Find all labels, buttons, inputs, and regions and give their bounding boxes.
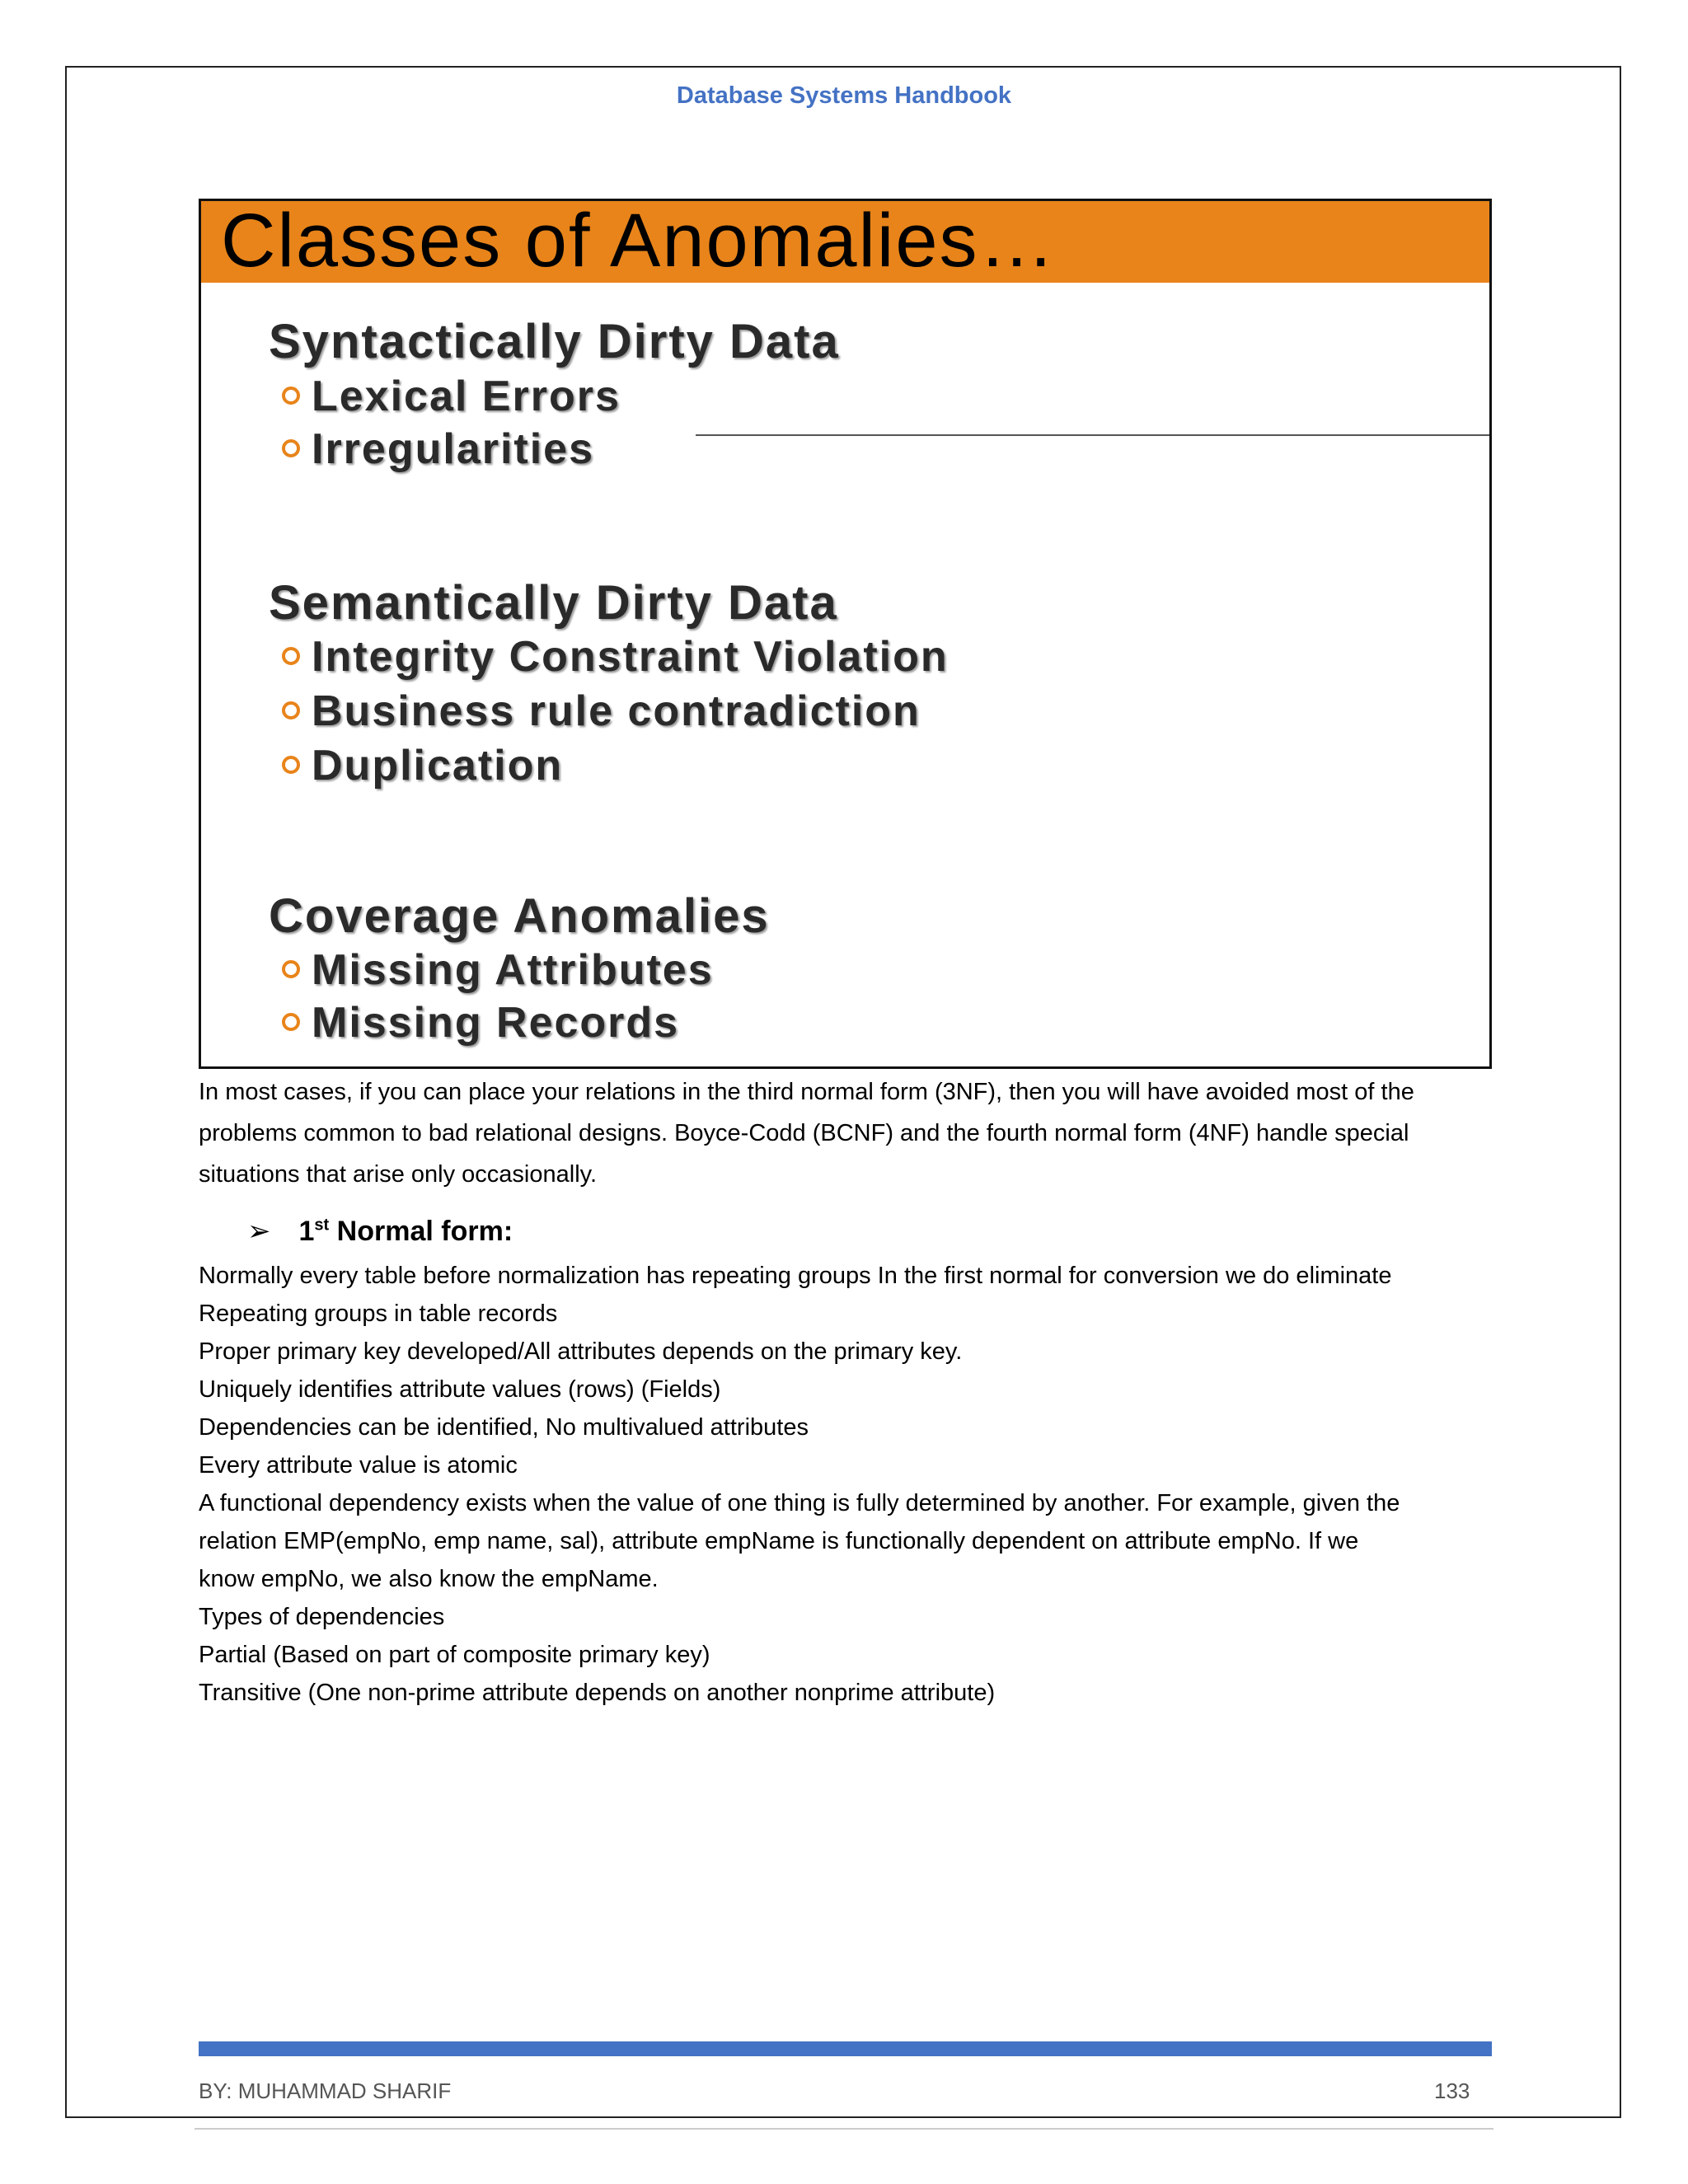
- body-line: Proper primary key developed/All attributes depends on the primary key.: [199, 1338, 963, 1365]
- slide-bullet: Business rule contradiction: [282, 686, 921, 737]
- bottom-divider: [195, 2128, 1493, 2130]
- section-body: [199, 1257, 1501, 1712]
- body-line: Transitive (One non-prime attribute depends on another nonprime attribute): [199, 1680, 996, 1706]
- section-heading: ➢ 1st Normal form:: [247, 1216, 513, 1247]
- slide-section-heading: Coverage Anomalies: [269, 889, 770, 943]
- body-line: Dependencies can be identified, No multivalued attributes: [199, 1414, 809, 1441]
- body-line: Uniquely identifies attribute values (rows) (Fields): [199, 1376, 721, 1403]
- body-line: Normally every table before normalization has repeating groups In the first normal for conversion we do eliminate: [199, 1263, 1392, 1289]
- body-line: Partial (Based on part of composite primary key): [199, 1642, 710, 1668]
- body-line: A functional dependency exists when the value of one thing is fully determined by another. For example, given the: [199, 1490, 1400, 1516]
- bullet-circle-icon: [282, 960, 300, 978]
- anomalies-slide-figure: [199, 199, 1492, 1069]
- running-header: Database Systems Handbook: [676, 82, 1012, 109]
- slide-bullet: Integrity Constraint Violation: [282, 631, 949, 682]
- intro-paragraph: In most cases, if you can place your relations in the third normal form (3NF), then you will have avoided most of the problems common to bad relational designs. Boyce-Codd (BCNF) and the fourth normal form (4NF) handle special situations that arise only occasionally.: [199, 1079, 1414, 1188]
- slide-section-heading: Syntactically Dirty Data: [269, 315, 840, 368]
- bullet-circle-icon: [282, 387, 300, 405]
- slide-bullet: Missing Records: [282, 997, 679, 1048]
- bullet-circle-icon: [282, 647, 300, 665]
- footer-author: BY: MUHAMMAD SHARIF: [199, 2079, 452, 2103]
- page-number: 133: [1434, 2079, 1470, 2103]
- slide-section-heading: Semantically Dirty Data: [269, 576, 838, 630]
- bullet-circle-icon: [282, 701, 300, 719]
- slide-divider: [696, 434, 1489, 436]
- slide-title: Classes of Anomalies…: [221, 199, 1057, 283]
- slide-title-banner: [201, 201, 1489, 283]
- bullet-circle-icon: [282, 439, 300, 457]
- body-line: Every attribute value is atomic: [199, 1452, 518, 1479]
- body-line: relation EMP(empNo, emp name, sal), attribute empName is functionally dependent on attribute empNo. If we: [199, 1528, 1359, 1554]
- bullet-circle-icon: [282, 756, 300, 774]
- arrow-bullet-icon: ➢: [247, 1216, 271, 1247]
- footer-bar: [199, 2041, 1492, 2056]
- body-line: Repeating groups in table records: [199, 1301, 558, 1327]
- body-line: Types of dependencies: [199, 1604, 445, 1630]
- slide-bullet: Missing Attributes: [282, 944, 714, 996]
- bullet-circle-icon: [282, 1013, 300, 1031]
- body-line: know empNo, we also know the empName.: [199, 1566, 659, 1592]
- slide-bullet: Lexical Errors: [282, 371, 621, 422]
- slide-bullet: Irregularities: [282, 424, 594, 475]
- slide-bullet: Duplication: [282, 740, 563, 791]
